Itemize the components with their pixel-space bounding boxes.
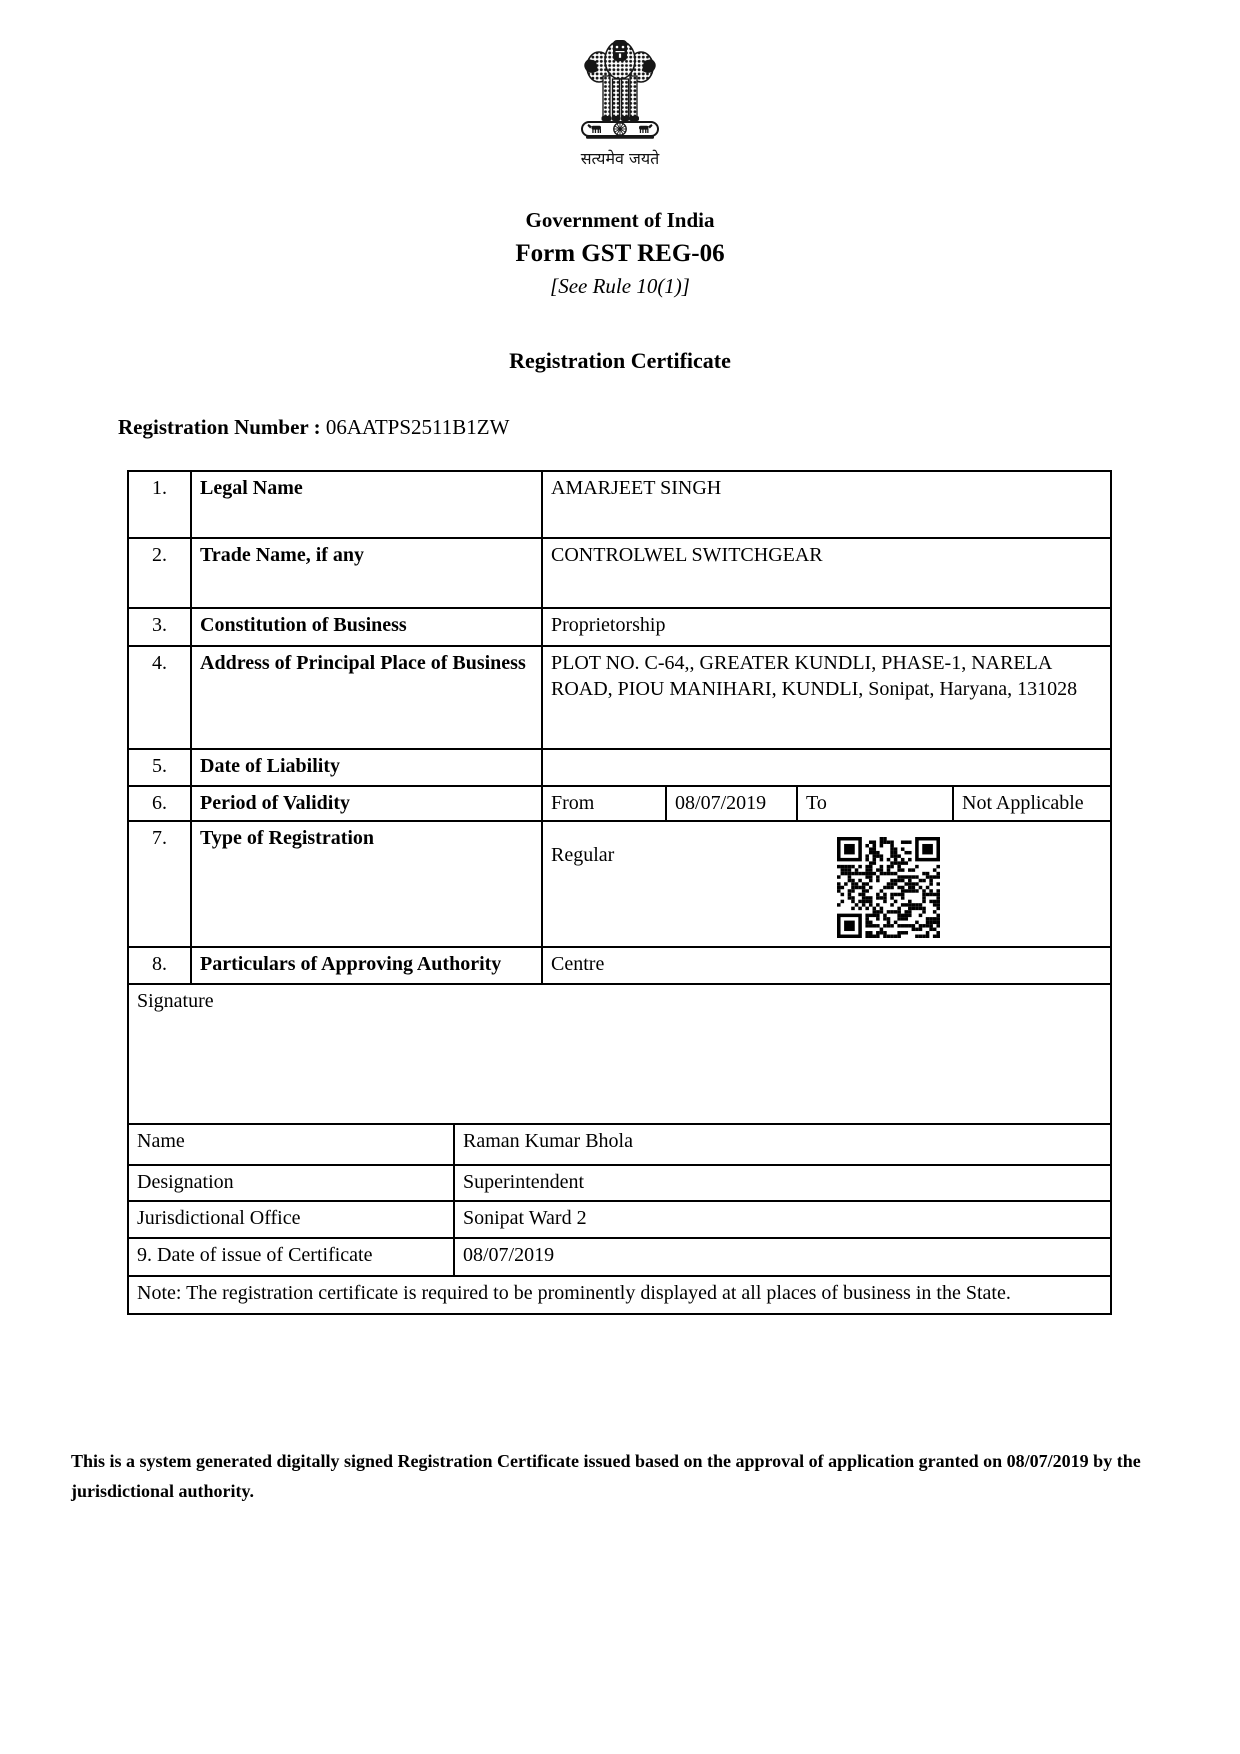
officer-name-value: Raman Kumar Bhola xyxy=(454,1124,1111,1165)
table-row-address xyxy=(128,646,1111,749)
validity-to-label: To xyxy=(797,786,953,821)
qr-code-icon xyxy=(837,837,940,938)
serial-cell: 2. xyxy=(128,538,191,608)
table-row-date-of-issue xyxy=(128,1238,1111,1276)
trade-name-value: CONTROLWEL SWITCHGEAR xyxy=(542,538,1111,608)
table-row-officer-name xyxy=(128,1124,1111,1165)
address-label: Address of Principal Place of Business xyxy=(191,646,542,749)
signature-cell: Signature xyxy=(128,984,1111,1124)
serial-cell: 4. xyxy=(128,646,191,749)
form-title: Form GST REG-06 xyxy=(515,240,725,267)
legal-name-label: Legal Name xyxy=(191,471,542,538)
address-value: PLOT NO. C-64,, GREATER KUNDLI, PHASE-1, NARELA ROAD, PIOU MANIHARI, KUNDLI, Sonipat, Haryana, 131028 xyxy=(542,646,1111,749)
certificate-table xyxy=(127,470,1112,1315)
registration-number-label: Registration Number : xyxy=(118,415,321,439)
note-cell: Note: The registration certificate is required to be prominently displayed at all places of business in the State. xyxy=(128,1276,1111,1314)
india-national-emblem-icon xyxy=(574,34,666,140)
validity-from-value: 08/07/2019 xyxy=(666,786,797,821)
validity-from-label: From xyxy=(542,786,666,821)
table-row-type-of-registration xyxy=(128,821,1111,947)
constitution-label: Constitution of Business xyxy=(191,608,542,646)
approving-authority-value: Centre xyxy=(542,947,1111,984)
serial-cell: 5. xyxy=(128,749,191,786)
period-of-validity-label: Period of Validity xyxy=(191,786,542,821)
table-row-date-of-liability xyxy=(128,749,1111,786)
serial-cell: 3. xyxy=(128,608,191,646)
officer-designation-label: Designation xyxy=(128,1165,454,1201)
officer-name-label: Name xyxy=(128,1124,454,1165)
validity-to-value: Not Applicable xyxy=(953,786,1111,821)
certificate-header xyxy=(0,0,1240,374)
table-row-trade-name xyxy=(128,538,1111,608)
table-row-signature xyxy=(128,984,1111,1124)
certificate-title: Registration Certificate xyxy=(509,348,731,373)
emblem-motto: सत्यमेव जयते xyxy=(580,149,660,168)
serial-cell: 1. xyxy=(128,471,191,538)
government-title: Government of India xyxy=(525,208,715,232)
jurisdictional-office-value: Sonipat Ward 2 xyxy=(454,1201,1111,1238)
table-row-period-of-validity xyxy=(128,786,1111,821)
type-of-registration-label: Type of Registration xyxy=(191,821,542,947)
constitution-value: Proprietorship xyxy=(542,608,1111,646)
table-row-legal-name xyxy=(128,471,1111,538)
type-of-registration-value: Regular xyxy=(551,844,615,866)
table-row-officer-designation xyxy=(128,1165,1111,1201)
registration-number-line xyxy=(118,414,1240,440)
officer-designation-value: Superintendent xyxy=(454,1165,1111,1201)
table-row-constitution xyxy=(128,608,1111,646)
registration-number-value: 06AATPS2511B1ZW xyxy=(325,415,510,439)
date-of-liability-value xyxy=(542,749,1111,786)
legal-name-value: AMARJEET SINGH xyxy=(542,471,1111,538)
date-of-liability-label: Date of Liability xyxy=(191,749,542,786)
trade-name-label: Trade Name, if any xyxy=(191,538,542,608)
rule-reference: [See Rule 10(1)] xyxy=(550,274,690,298)
table-row-jurisdictional-office xyxy=(128,1201,1111,1238)
jurisdictional-office-label: Jurisdictional Office xyxy=(128,1201,454,1238)
serial-cell: 7. xyxy=(128,821,191,947)
date-of-issue-value: 08/07/2019 xyxy=(454,1238,1111,1276)
date-of-issue-label: 9. Date of issue of Certificate xyxy=(128,1238,454,1276)
serial-cell: 8. xyxy=(128,947,191,984)
approving-authority-label: Particulars of Approving Authority xyxy=(191,947,542,984)
table-row-approving-authority xyxy=(128,947,1111,984)
table-row-note xyxy=(128,1276,1111,1314)
system-generated-note: This is a system generated digitally signed Registration Certificate issued based on the approval of application granted on 08/07/2019 by the jurisdictional authority. xyxy=(71,1451,1141,1501)
serial-cell: 6. xyxy=(128,786,191,821)
type-of-registration-cell xyxy=(542,821,1111,947)
